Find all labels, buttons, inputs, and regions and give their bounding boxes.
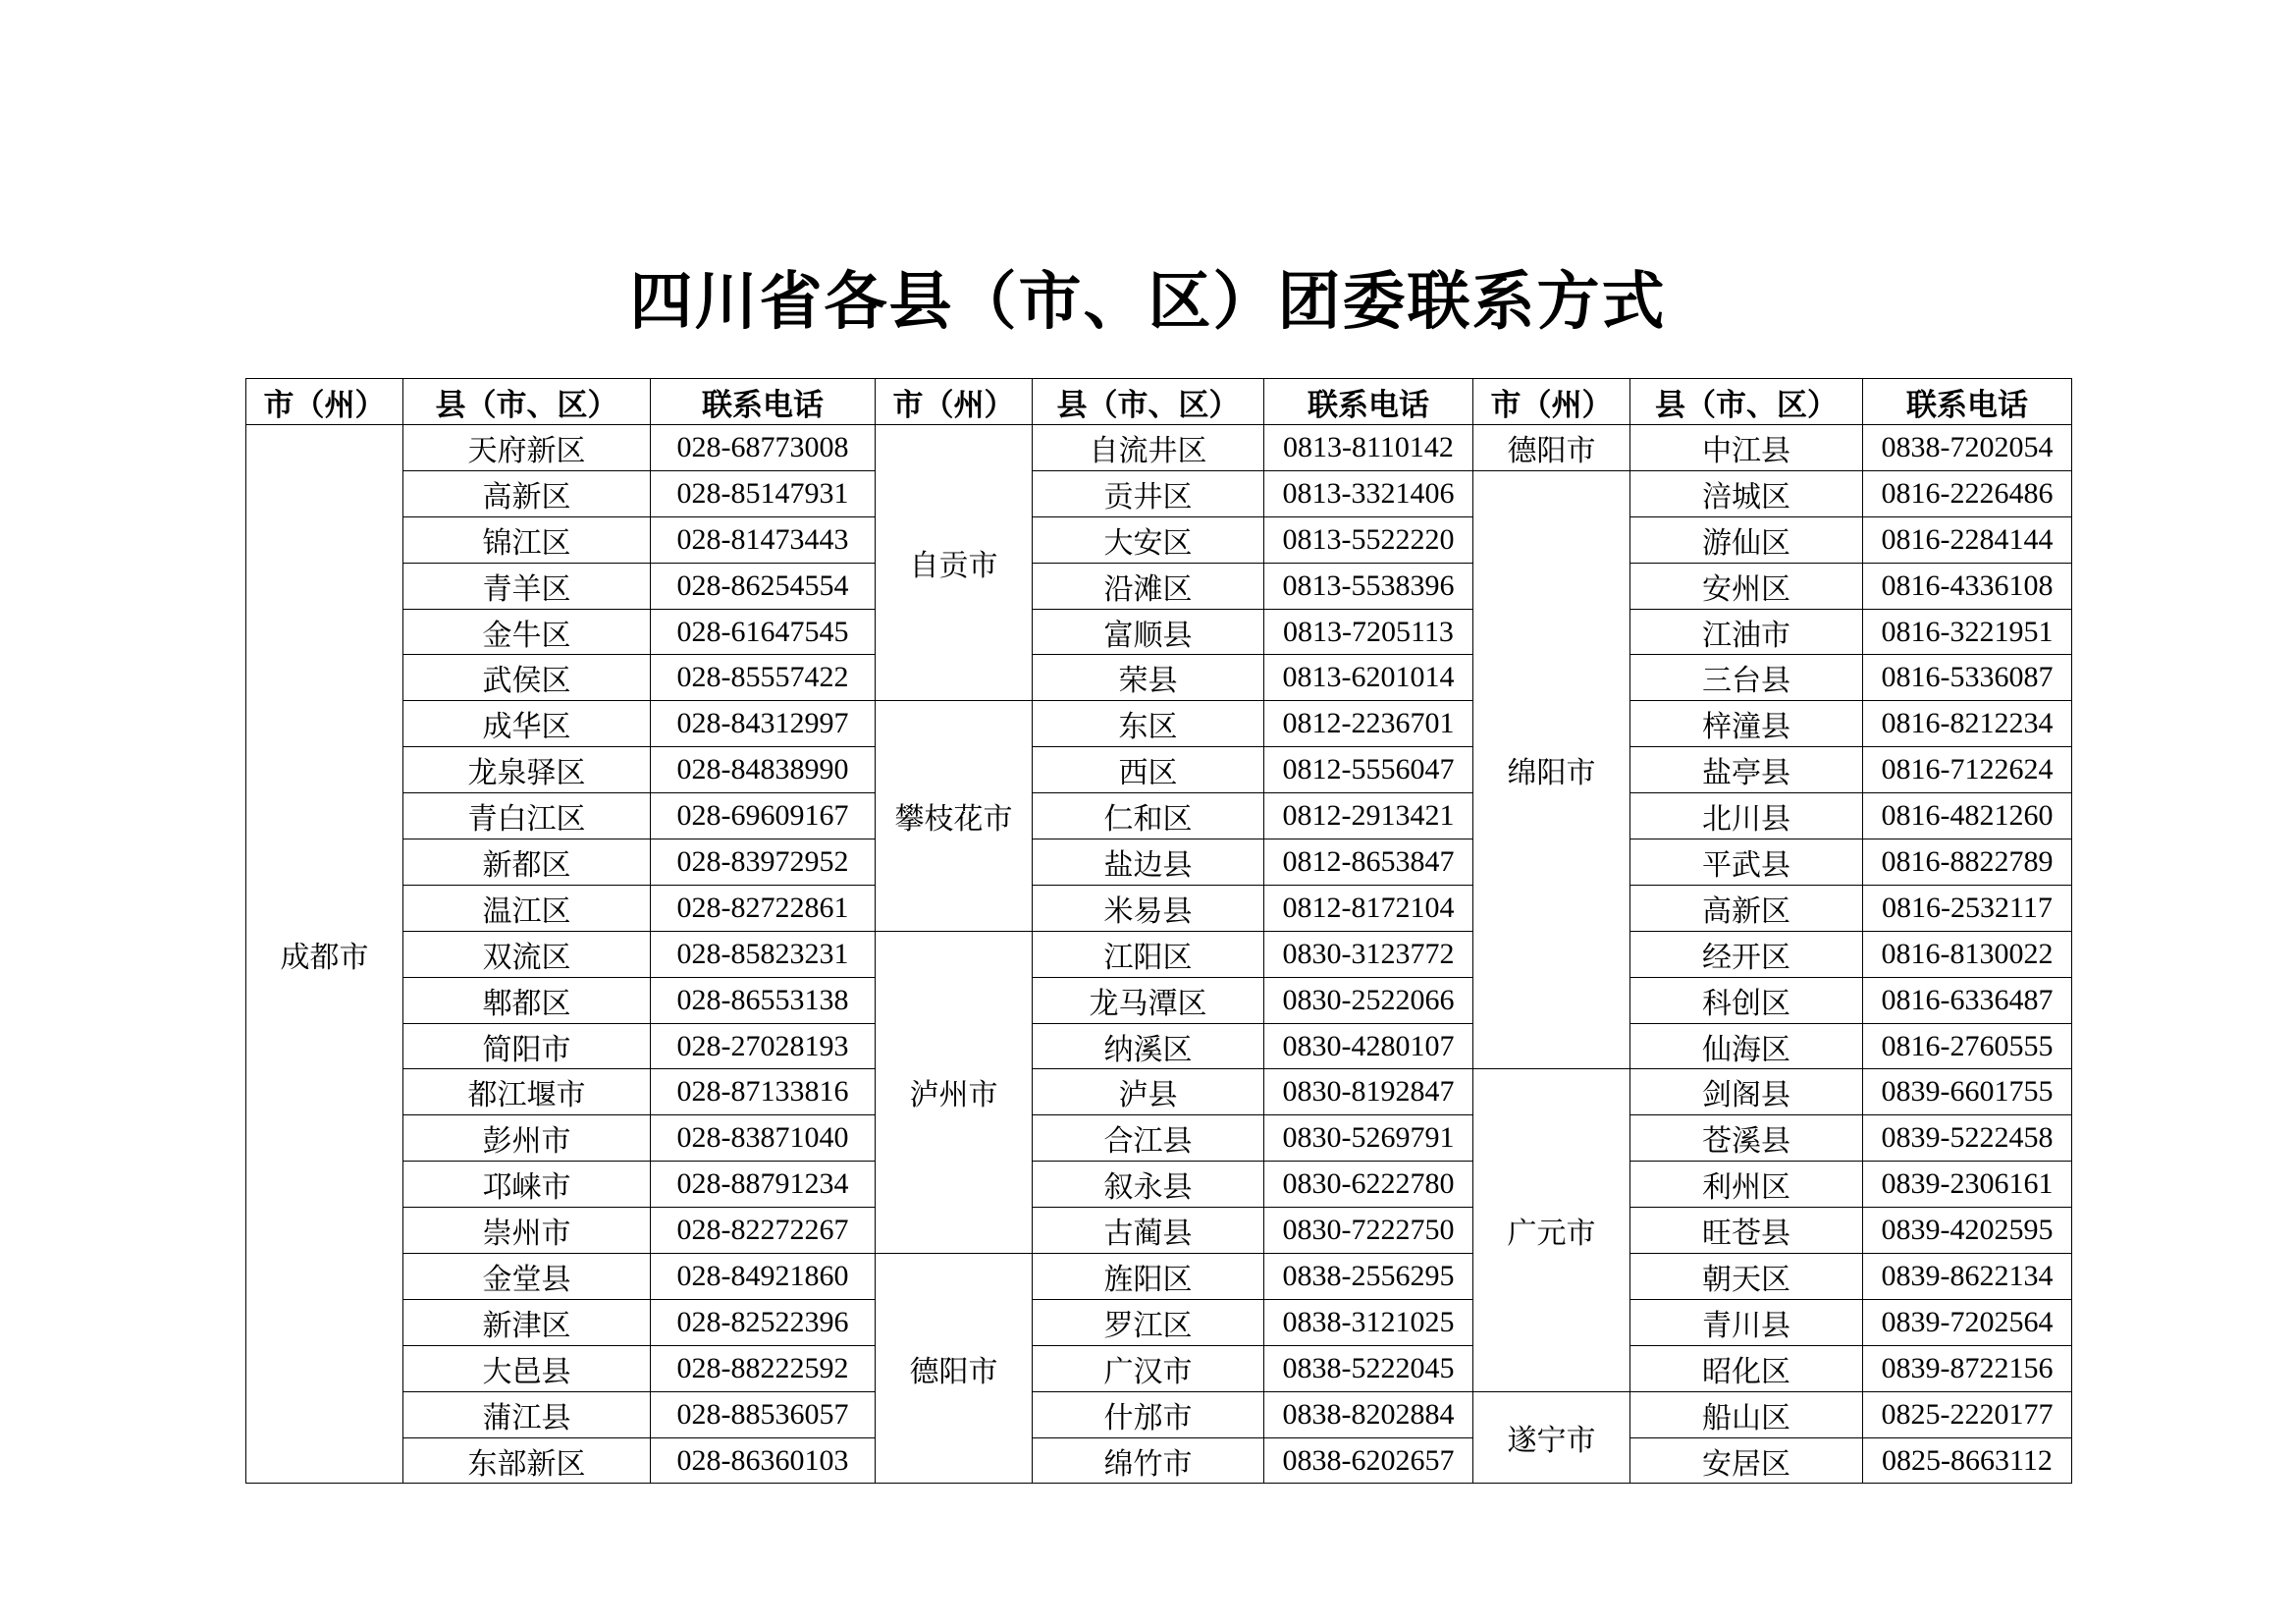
table-row [246,1299,2072,1345]
county-cell: 新津区 [403,1299,651,1345]
phone-cell: 028-84838990 [651,747,876,793]
county-cell: 盐亭县 [1630,747,1863,793]
phone-cell: 0816-7122624 [1863,747,2072,793]
phone-cell: 0812-8653847 [1264,839,1473,886]
county-cell: 纳溪区 [1033,1023,1264,1069]
table-row [246,931,2072,977]
phone-cell: 028-88222592 [651,1345,876,1391]
city-cell: 攀枝花市 [876,701,1033,931]
phone-cell: 0813-7205113 [1264,609,1473,655]
county-cell: 旺苍县 [1630,1208,1863,1254]
phone-cell: 028-82272267 [651,1208,876,1254]
phone-cell: 028-87133816 [651,1069,876,1115]
table-row [246,470,2072,516]
county-cell: 船山区 [1630,1391,1863,1437]
city-cell: 广元市 [1473,1069,1630,1391]
county-cell: 锦江区 [403,516,651,563]
phone-cell: 0812-8172104 [1264,885,1473,931]
county-cell: 简阳市 [403,1023,651,1069]
phone-cell: 0830-5269791 [1264,1115,1473,1162]
table-row [246,977,2072,1023]
county-cell: 荣县 [1033,655,1264,701]
phone-cell: 028-86553138 [651,977,876,1023]
phone-cell: 0816-8822789 [1863,839,2072,886]
phone-cell: 0839-8622134 [1863,1254,2072,1300]
phone-cell: 0813-6201014 [1264,655,1473,701]
header-phone-3: 联系电话 [1863,379,2072,425]
county-cell: 自流井区 [1033,425,1264,471]
county-cell: 大安区 [1033,516,1264,563]
city-cell: 遂宁市 [1473,1391,1630,1484]
header-city-1: 市（州） [246,379,403,425]
table-row [246,1069,2072,1115]
header-phone-2: 联系电话 [1264,379,1473,425]
county-cell: 天府新区 [403,425,651,471]
phone-cell: 0816-6336487 [1863,977,2072,1023]
phone-cell: 0816-5336087 [1863,655,2072,701]
county-cell: 古蔺县 [1033,1208,1264,1254]
county-cell: 苍溪县 [1630,1115,1863,1162]
county-cell: 青白江区 [403,793,651,839]
phone-cell: 028-88536057 [651,1391,876,1437]
county-cell: 崇州市 [403,1208,651,1254]
county-cell: 金堂县 [403,1254,651,1300]
county-cell: 东部新区 [403,1437,651,1484]
phone-cell: 0839-7202564 [1863,1299,2072,1345]
city-cell: 绵阳市 [1473,470,1630,1069]
county-cell: 东区 [1033,701,1264,747]
header-phone-1: 联系电话 [651,379,876,425]
county-cell: 郫都区 [403,977,651,1023]
phone-cell: 0816-8212234 [1863,701,2072,747]
county-cell: 旌阳区 [1033,1254,1264,1300]
county-cell: 安居区 [1630,1437,1863,1484]
table-row [246,885,2072,931]
phone-cell: 028-84921860 [651,1254,876,1300]
table-row [246,1345,2072,1391]
phone-cell: 0838-3121025 [1264,1299,1473,1345]
phone-cell: 0830-6222780 [1264,1162,1473,1208]
city-cell: 成都市 [246,425,403,1484]
phone-cell: 0812-2236701 [1264,701,1473,747]
phone-cell: 0839-6601755 [1863,1069,2072,1115]
phone-cell: 028-68773008 [651,425,876,471]
table-row [246,1254,2072,1300]
county-cell: 合江县 [1033,1115,1264,1162]
county-cell: 安州区 [1630,563,1863,609]
phone-cell: 0813-5538396 [1264,563,1473,609]
county-cell: 贡井区 [1033,470,1264,516]
county-cell: 武侯区 [403,655,651,701]
county-cell: 泸县 [1033,1069,1264,1115]
phone-cell: 028-85823231 [651,931,876,977]
table-row [246,1162,2072,1208]
county-cell: 金牛区 [403,609,651,655]
phone-cell: 0816-4821260 [1863,793,2072,839]
county-cell: 邛崃市 [403,1162,651,1208]
phone-cell: 0830-4280107 [1264,1023,1473,1069]
phone-cell: 0812-5556047 [1264,747,1473,793]
phone-cell: 028-88791234 [651,1162,876,1208]
county-cell: 剑阁县 [1630,1069,1863,1115]
table-row [246,1437,2072,1484]
phone-cell: 0838-8202884 [1264,1391,1473,1437]
phone-cell: 028-85557422 [651,655,876,701]
county-cell: 江阳区 [1033,931,1264,977]
phone-cell: 0825-2220177 [1863,1391,2072,1437]
county-cell: 罗江区 [1033,1299,1264,1345]
county-cell: 高新区 [1630,885,1863,931]
phone-cell: 028-82522396 [651,1299,876,1345]
county-cell: 游仙区 [1630,516,1863,563]
header-county-2: 县（市、区） [1033,379,1264,425]
county-cell: 高新区 [403,470,651,516]
phone-cell: 028-83871040 [651,1115,876,1162]
county-cell: 利州区 [1630,1162,1863,1208]
county-cell: 朝天区 [1630,1254,1863,1300]
phone-cell: 0830-8192847 [1264,1069,1473,1115]
phone-cell: 0838-2556295 [1264,1254,1473,1300]
county-cell: 都江堰市 [403,1069,651,1115]
phone-cell: 0839-4202595 [1863,1208,2072,1254]
county-cell: 西区 [1033,747,1264,793]
phone-cell: 0813-5522220 [1264,516,1473,563]
county-cell: 涪城区 [1630,470,1863,516]
city-cell: 泸州市 [876,931,1033,1253]
county-cell: 青川县 [1630,1299,1863,1345]
phone-cell: 0816-2226486 [1863,470,2072,516]
city-cell: 自贡市 [876,425,1033,701]
phone-cell: 0812-2913421 [1264,793,1473,839]
county-cell: 龙马潭区 [1033,977,1264,1023]
county-cell: 梓潼县 [1630,701,1863,747]
county-cell: 大邑县 [403,1345,651,1391]
phone-cell: 0825-8663112 [1863,1437,2072,1484]
phone-cell: 0838-7202054 [1863,425,2072,471]
county-cell: 双流区 [403,931,651,977]
county-cell: 龙泉驿区 [403,747,651,793]
phone-cell: 0816-2760555 [1863,1023,2072,1069]
county-cell: 成华区 [403,701,651,747]
phone-cell: 0813-3321406 [1264,470,1473,516]
county-cell: 北川县 [1630,793,1863,839]
phone-cell: 0838-6202657 [1264,1437,1473,1484]
table-row [246,701,2072,747]
phone-cell: 028-69609167 [651,793,876,839]
table-row [246,425,2072,471]
county-cell: 江油市 [1630,609,1863,655]
phone-cell: 028-82722861 [651,885,876,931]
phone-cell: 028-61647545 [651,609,876,655]
phone-cell: 0830-2522066 [1264,977,1473,1023]
county-cell: 米易县 [1033,885,1264,931]
table-row [246,609,2072,655]
county-cell: 绵竹市 [1033,1437,1264,1484]
phone-cell: 028-85147931 [651,470,876,516]
county-cell: 沿滩区 [1033,563,1264,609]
table-row [246,1391,2072,1437]
phone-cell: 0816-2284144 [1863,516,2072,563]
table-row [246,1115,2072,1162]
table-row [246,839,2072,886]
county-cell: 三台县 [1630,655,1863,701]
county-cell: 仁和区 [1033,793,1264,839]
table-row [246,655,2072,701]
county-cell: 富顺县 [1033,609,1264,655]
county-cell: 蒲江县 [403,1391,651,1437]
phone-cell: 0816-4336108 [1863,563,2072,609]
phone-cell: 028-83972952 [651,839,876,886]
document-title: 四川省各县（市、区）团委联系方式 [629,265,1667,339]
header-city-2: 市（州） [876,379,1033,425]
phone-cell: 0816-2532117 [1863,885,2072,931]
city-cell: 德阳市 [1473,425,1630,471]
county-cell: 仙海区 [1630,1023,1863,1069]
table-row [246,793,2072,839]
phone-cell: 0816-3221951 [1863,609,2072,655]
county-cell: 青羊区 [403,563,651,609]
phone-cell: 028-27028193 [651,1023,876,1069]
phone-cell: 028-81473443 [651,516,876,563]
header-city-3: 市（州） [1473,379,1630,425]
phone-cell: 0838-5222045 [1264,1345,1473,1391]
phone-cell: 028-86360103 [651,1437,876,1484]
phone-cell: 0839-2306161 [1863,1162,2072,1208]
phone-cell: 0830-7222750 [1264,1208,1473,1254]
county-cell: 科创区 [1630,977,1863,1023]
header-county-3: 县（市、区） [1630,379,1863,425]
table-row [246,563,2072,609]
county-cell: 彭州市 [403,1115,651,1162]
phone-cell: 0830-3123772 [1264,931,1473,977]
contact-table [245,378,2072,1484]
header-county-1: 县（市、区） [403,379,651,425]
phone-cell: 028-86254554 [651,563,876,609]
phone-cell: 028-84312997 [651,701,876,747]
city-cell: 德阳市 [876,1254,1033,1484]
county-cell: 盐边县 [1033,839,1264,886]
table-row [246,516,2072,563]
table-header-row [246,379,2072,425]
phone-cell: 0813-8110142 [1264,425,1473,471]
county-cell: 经开区 [1630,931,1863,977]
county-cell: 广汉市 [1033,1345,1264,1391]
county-cell: 新都区 [403,839,651,886]
county-cell: 叙永县 [1033,1162,1264,1208]
county-cell: 平武县 [1630,839,1863,886]
phone-cell: 0839-8722156 [1863,1345,2072,1391]
county-cell: 温江区 [403,885,651,931]
table-row [246,1208,2072,1254]
county-cell: 什邡市 [1033,1391,1264,1437]
table-row [246,1023,2072,1069]
table-row [246,747,2072,793]
county-cell: 中江县 [1630,425,1863,471]
county-cell: 昭化区 [1630,1345,1863,1391]
phone-cell: 0839-5222458 [1863,1115,2072,1162]
phone-cell: 0816-8130022 [1863,931,2072,977]
